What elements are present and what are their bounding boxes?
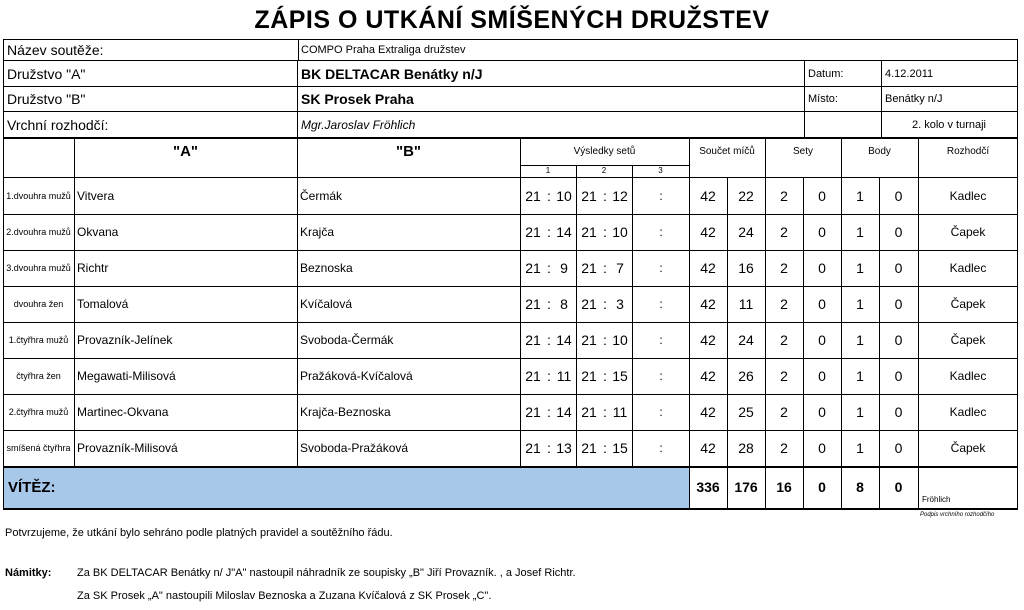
header-row-competition bbox=[3, 39, 1018, 61]
cell-s2b: 15 bbox=[612, 440, 628, 456]
score-separator: : bbox=[603, 296, 607, 312]
place-label: Místo: bbox=[808, 93, 838, 105]
cell-bodyb: 0 bbox=[894, 224, 903, 240]
table-row bbox=[3, 214, 1018, 250]
table-row bbox=[3, 394, 1018, 430]
cell-seta: 2 bbox=[780, 368, 788, 384]
cell-s2b: 15 bbox=[612, 368, 628, 384]
cell-s2a: 21 bbox=[581, 224, 597, 240]
cell-s2b: 10 bbox=[612, 224, 628, 240]
referee-signature: Fröhlich bbox=[922, 494, 951, 504]
cell-bodya: 1 bbox=[856, 224, 864, 240]
signature-caption: Podpis vrchního rozhodčího bbox=[920, 512, 995, 518]
round-value: 2. kolo v turnaji bbox=[912, 118, 986, 131]
team-a-name: BK DELTACAR Benátky n/J bbox=[301, 65, 483, 82]
cell-setb: 0 bbox=[818, 188, 826, 204]
col-header-set-1: 1 bbox=[545, 165, 551, 175]
score-separator: : bbox=[659, 261, 663, 275]
cell-s2a: 21 bbox=[581, 296, 597, 312]
total-body-a: 8 bbox=[856, 479, 864, 495]
table-row bbox=[3, 286, 1018, 322]
cell-s2a: 21 bbox=[581, 404, 597, 420]
col-header-points-sum: Součet míčů bbox=[699, 145, 755, 157]
cell-s1a: 21 bbox=[525, 188, 541, 204]
cell-s1b: 14 bbox=[556, 224, 572, 240]
header-row-team-b bbox=[3, 87, 1018, 112]
cell-s1a: 21 bbox=[525, 332, 541, 348]
cell-bodya: 1 bbox=[856, 368, 864, 384]
cell-pa: 42 bbox=[700, 224, 716, 240]
cell-setb: 0 bbox=[818, 260, 826, 276]
score-separator: : bbox=[547, 224, 551, 240]
cell-umpire: Kadlec bbox=[949, 369, 987, 383]
cell-pb: 25 bbox=[738, 404, 754, 420]
cell-s1b: 10 bbox=[556, 188, 572, 204]
cell-seta: 2 bbox=[780, 260, 788, 276]
cell-b: Krajča bbox=[300, 225, 335, 239]
team-b-label: Družstvo "B" bbox=[4, 87, 298, 111]
cell-pb: 24 bbox=[738, 332, 754, 348]
total-points-a: 336 bbox=[696, 479, 720, 495]
date-value: 4.12.2011 bbox=[885, 67, 934, 80]
total-sets-b: 0 bbox=[818, 479, 826, 495]
cell-umpire: Čapek bbox=[950, 297, 986, 311]
total-points-b: 176 bbox=[734, 479, 758, 495]
cell-event: čtyřhra žen bbox=[16, 371, 61, 381]
cell-a: Vitvera bbox=[77, 189, 115, 203]
note-2: Za SK Prosek „A" nastoupili Miloslav Beznoska a Zuzana Kvíčalová z SK Prosek „C". bbox=[77, 590, 492, 602]
cell-event: 3.dvouhra mužů bbox=[6, 263, 71, 273]
cell-bodya: 1 bbox=[856, 440, 864, 456]
cell-s2a: 21 bbox=[581, 332, 597, 348]
score-separator: : bbox=[547, 404, 551, 420]
date-label: Datum: bbox=[808, 67, 844, 80]
score-separator: : bbox=[547, 296, 551, 312]
cell-bodya: 1 bbox=[856, 404, 864, 420]
col-header-set-results: Výsledky setů bbox=[573, 145, 636, 157]
cell-bodyb: 0 bbox=[894, 404, 903, 420]
cell-setb: 0 bbox=[818, 440, 826, 456]
cell-bodyb: 0 bbox=[894, 368, 903, 384]
table-row bbox=[3, 430, 1018, 466]
score-separator: : bbox=[547, 440, 551, 456]
cell-pb: 11 bbox=[738, 296, 754, 312]
score-separator: : bbox=[603, 404, 607, 420]
score-separator: : bbox=[603, 224, 607, 240]
cell-s2b: 12 bbox=[612, 188, 628, 204]
referee-label: Vrchní rozhodčí: bbox=[4, 112, 298, 137]
score-separator: : bbox=[547, 332, 551, 348]
score-separator: : bbox=[659, 333, 663, 347]
cell-b: Kvíčalová bbox=[300, 297, 353, 311]
grid-line bbox=[3, 508, 1018, 510]
col-header-set-2: 2 bbox=[601, 165, 607, 175]
cell-setb: 0 bbox=[818, 404, 826, 420]
cell-umpire: Čapek bbox=[950, 225, 986, 239]
cell-b: Krajča-Beznoska bbox=[300, 405, 391, 419]
total-sets-a: 16 bbox=[776, 479, 792, 495]
cell-bodyb: 0 bbox=[894, 440, 903, 456]
winner-label: VÍTĚZ: bbox=[8, 478, 56, 496]
table-row bbox=[3, 322, 1018, 358]
cell-pa: 42 bbox=[700, 296, 716, 312]
cell-bodyb: 0 bbox=[894, 332, 903, 348]
cell-event: smíšená čtyřhra bbox=[6, 443, 71, 453]
cell-pa: 42 bbox=[700, 188, 716, 204]
score-separator: : bbox=[547, 260, 551, 276]
cell-bodyb: 0 bbox=[894, 260, 903, 276]
score-separator: : bbox=[603, 188, 607, 204]
col-header-sets: Sety bbox=[792, 145, 813, 157]
cell-bodya: 1 bbox=[856, 296, 864, 312]
cell-pb: 16 bbox=[738, 260, 754, 276]
score-separator: : bbox=[547, 368, 551, 384]
cell-bodya: 1 bbox=[856, 332, 864, 348]
cell-setb: 0 bbox=[818, 368, 826, 384]
cell-umpire: Čapek bbox=[950, 333, 986, 347]
cell-a: Provazník-Jelínek bbox=[77, 333, 173, 347]
cell-event: 2.čtyřhra mužů bbox=[8, 407, 69, 417]
cell-s1a: 21 bbox=[525, 296, 541, 312]
referee-name: Mgr.Jaroslav Fröhlich bbox=[301, 117, 416, 132]
cell-umpire: Kadlec bbox=[949, 261, 987, 275]
cell-s2a: 21 bbox=[581, 260, 597, 276]
cell-s1a: 21 bbox=[525, 368, 541, 384]
score-separator: : bbox=[603, 368, 607, 384]
cell-pb: 24 bbox=[738, 224, 754, 240]
table-row bbox=[3, 178, 1018, 214]
col-header-b: "B" bbox=[395, 142, 422, 160]
header-row-team-a bbox=[3, 61, 1018, 87]
cell-pb: 26 bbox=[738, 368, 754, 384]
cell-b: Svoboda-Čermák bbox=[300, 333, 394, 347]
cell-a: Richtr bbox=[77, 261, 109, 275]
score-separator: : bbox=[659, 441, 663, 455]
cell-seta: 2 bbox=[780, 296, 788, 312]
cell-b: Svoboda-Pražáková bbox=[300, 441, 409, 455]
cell-umpire: Kadlec bbox=[949, 189, 987, 203]
cell-setb: 0 bbox=[818, 224, 826, 240]
score-separator: : bbox=[603, 332, 607, 348]
cell-bodya: 1 bbox=[856, 260, 864, 276]
cell-seta: 2 bbox=[780, 404, 788, 420]
cell-a: Okvana bbox=[77, 225, 119, 239]
cell-pa: 42 bbox=[700, 404, 716, 420]
cell-s1b: 8 bbox=[560, 296, 568, 312]
cell-seta: 2 bbox=[780, 224, 788, 240]
cell-umpire: Kadlec bbox=[949, 405, 987, 419]
cell-s2a: 21 bbox=[581, 368, 597, 384]
cell-s1a: 21 bbox=[525, 260, 541, 276]
cell-event: 2.dvouhra mužů bbox=[6, 227, 71, 237]
cell-seta: 2 bbox=[780, 332, 788, 348]
cell-s1b: 14 bbox=[556, 332, 572, 348]
cell-b: Čermák bbox=[300, 189, 343, 203]
cell-bodyb: 0 bbox=[894, 296, 903, 312]
competition-label: Název soutěže: bbox=[7, 42, 104, 58]
results-table bbox=[3, 137, 1018, 511]
cell-pa: 42 bbox=[700, 440, 716, 456]
cell-s2b: 7 bbox=[616, 260, 624, 276]
cell-seta: 2 bbox=[780, 188, 788, 204]
cell-s2b: 10 bbox=[612, 332, 628, 348]
cell-s1b: 14 bbox=[556, 404, 572, 420]
score-separator: : bbox=[659, 369, 663, 383]
cell-pb: 28 bbox=[738, 440, 754, 456]
confirmation-text: Potvrzujeme, že utkání bylo sehráno podle platných pravidel a soutěžního řádu. bbox=[5, 527, 393, 539]
cell-pa: 42 bbox=[700, 368, 716, 384]
competition-name: COMPO Praha Extraliga družstev bbox=[301, 44, 466, 56]
cell-b: Pražáková-Kvíčalová bbox=[300, 369, 413, 383]
score-separator: : bbox=[659, 189, 663, 203]
team-b-name: SK Prosek Praha bbox=[301, 91, 414, 107]
cell-event: 1.čtyřhra mužů bbox=[8, 335, 69, 345]
cell-event: dvouhra žen bbox=[13, 299, 64, 309]
cell-a: Martinec-Okvana bbox=[77, 405, 169, 419]
cell-s1b: 13 bbox=[556, 440, 572, 456]
winner-row-background bbox=[3, 466, 689, 508]
notes-label: Námitky: bbox=[5, 567, 52, 579]
score-separator: : bbox=[547, 188, 551, 204]
cell-s2b: 3 bbox=[616, 296, 624, 312]
cell-pa: 42 bbox=[700, 260, 716, 276]
cell-a: Tomalová bbox=[77, 297, 129, 311]
col-header-body: Body bbox=[868, 145, 891, 157]
table-row bbox=[3, 358, 1018, 394]
cell-pa: 42 bbox=[700, 332, 716, 348]
total-body-b: 0 bbox=[894, 479, 903, 495]
score-separator: : bbox=[659, 405, 663, 419]
cell-setb: 0 bbox=[818, 332, 826, 348]
note-1: Za BK DELTACAR Benátky n/ J"A" nastoupil náhradník ze soupisky „B" Jiří Provazník. , a Josef Richtr. bbox=[77, 567, 576, 579]
cell-event: 1.dvouhra mužů bbox=[6, 191, 71, 201]
place-value: Benátky n/J bbox=[885, 93, 943, 105]
cell-s1b: 11 bbox=[556, 368, 572, 384]
score-separator: : bbox=[603, 440, 607, 456]
score-separator: : bbox=[603, 260, 607, 276]
cell-s2b: 11 bbox=[612, 404, 628, 420]
cell-s2a: 21 bbox=[581, 440, 597, 456]
cell-s1a: 21 bbox=[525, 404, 541, 420]
cell-b: Beznoska bbox=[300, 261, 353, 275]
cell-s1a: 21 bbox=[525, 224, 541, 240]
col-header-set-3: 3 bbox=[658, 165, 663, 175]
score-separator: : bbox=[659, 297, 663, 311]
cell-bodyb: 0 bbox=[894, 188, 903, 204]
cell-s1b: 9 bbox=[560, 260, 568, 276]
cell-setb: 0 bbox=[818, 296, 826, 312]
team-a-label: Družstvo "A" bbox=[4, 61, 298, 86]
cell-a: Megawati-Milisová bbox=[77, 369, 176, 383]
col-header-umpire: Rozhodčí bbox=[946, 145, 990, 157]
table-row bbox=[3, 250, 1018, 286]
page-title: ZÁPIS O UTKÁNÍ SMÍŠENÝCH DRUŽSTEV bbox=[254, 6, 770, 34]
score-separator: : bbox=[659, 225, 663, 239]
cell-bodya: 1 bbox=[856, 188, 864, 204]
header-row-referee bbox=[3, 112, 1018, 137]
cell-pb: 22 bbox=[738, 188, 754, 204]
cell-s1a: 21 bbox=[525, 440, 541, 456]
cell-seta: 2 bbox=[780, 440, 788, 456]
cell-umpire: Čapek bbox=[950, 441, 986, 455]
cell-a: Provazník-Milisová bbox=[77, 441, 178, 455]
col-header-a: "A" bbox=[172, 142, 199, 160]
cell-s2a: 21 bbox=[581, 188, 597, 204]
